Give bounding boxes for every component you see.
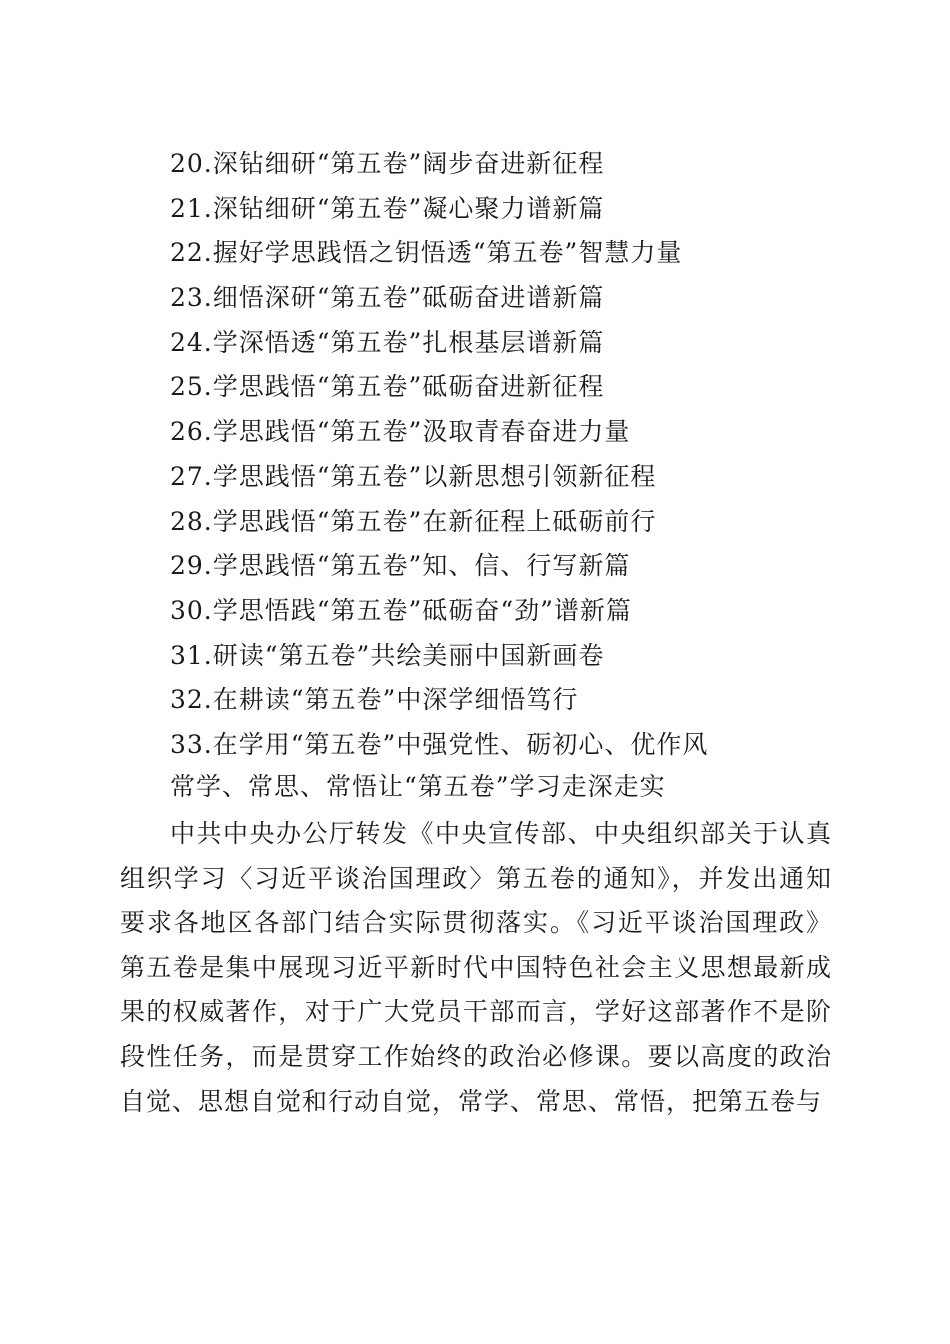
list-item: 28.学思践悟“第五卷”在新征程上砥砺前行 <box>170 506 657 536</box>
list-item: 22.握好学思践悟之钥悟透“第五卷”智慧力量 <box>170 238 683 268</box>
list-item: 20.深钻细研“第五卷”阔步奋进新征程 <box>170 149 605 178</box>
list-item: 30.学思悟践“第五卷”砥砺奋“劲”谱新篇 <box>170 595 632 625</box>
list-item: 26.学思践悟“第五卷”汲取青春奋进力量 <box>170 417 631 447</box>
list-item: 29.学思践悟“第五卷”知、信、行写新篇 <box>170 551 631 581</box>
list-item: 32.在耕读“第五卷”中深学细悟笃行 <box>170 685 579 715</box>
list-item: 31.研读“第五卷”共绘美丽中国新画卷 <box>170 640 605 670</box>
section-subtitle: 常学、常思、常悟让“第五卷”学习走深走实 <box>170 772 666 801</box>
list-item: 27.学思践悟“第五卷”以新思想引领新征程 <box>170 461 657 491</box>
list-item: 23.细悟深研“第五卷”砥砺奋进谱新篇 <box>170 283 605 313</box>
list-item: 25.学思践悟“第五卷”砥砺奋进新征程 <box>170 372 605 402</box>
list-item: 21.深钻细研“第五卷”凝心聚力谱新篇 <box>170 193 605 223</box>
title-list <box>170 142 870 768</box>
body-paragraph: 中共中央办公厅转发《中央宣传部、中央组织部关于认真组织学习〈习近平谈治国理政〉第五卷的通知》，并发出通知要求各地区各部门结合实际贯彻落实。《习近平谈治国理政》第五卷是集中展现习近平新时代中国特色社会主义思想最新成果的权威著作，对于广大党员干部而言，学好这部著作不是阶段性任务，而是贯穿工作始终的政治必修课。要以高度的政治自觉、思想自觉和行动自觉，常学、常思、常悟，把第五卷与 <box>120 819 832 1116</box>
list-item: 24.学深悟透“第五卷”扎根基层谱新篇 <box>170 327 605 357</box>
list-item: 33.在学用“第五卷”中强党性、砺初心、优作风 <box>170 729 709 759</box>
